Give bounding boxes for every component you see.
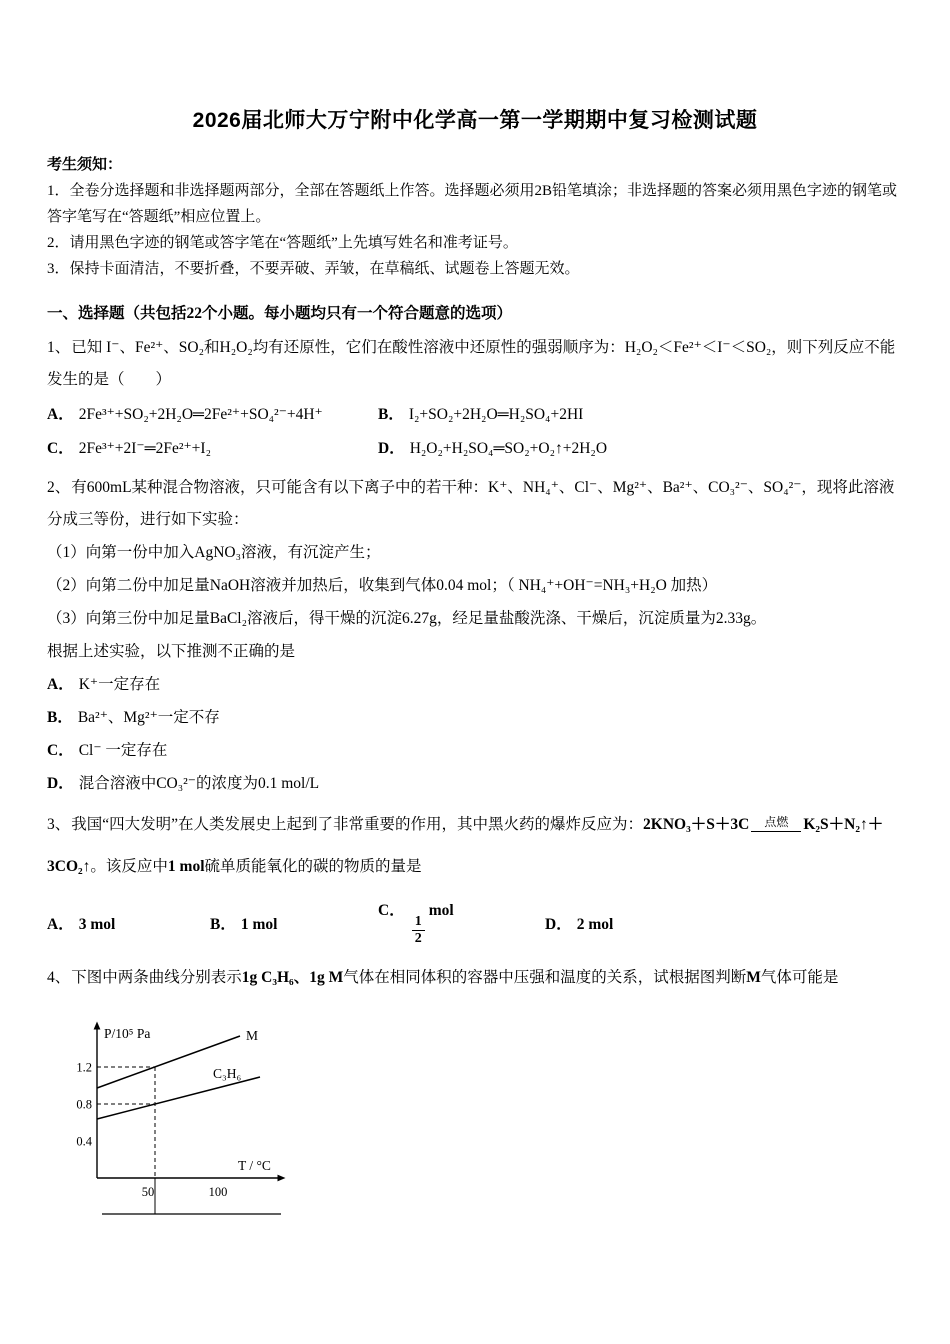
option-label: A． <box>47 406 74 423</box>
option-label: A． <box>47 915 74 933</box>
question-3-option-d <box>545 912 613 934</box>
fraction-numerator: 1 <box>414 914 422 929</box>
option-text: K⁺一定存在 <box>78 676 161 693</box>
question-1-option-d <box>378 432 903 466</box>
equation-left: 2KNO₃＋S＋3C <box>643 816 750 833</box>
question-3-text-pre: 我国“四大发明”在人类发展史上起到了非常重要的作用，其中黑火药的爆炸反应为： <box>71 816 644 833</box>
question-2 <box>47 472 903 800</box>
y-axis-arrow-icon <box>94 1022 101 1030</box>
question-1-option-a <box>47 398 378 432</box>
y-tick-1.2: 1.2 <box>76 1060 92 1075</box>
x-tick-50: 50 <box>141 1185 155 1200</box>
question-3-text-post: 硫单质能氧化的碳的物质的量是 <box>204 858 422 875</box>
fraction-unit: mol <box>428 902 454 919</box>
option-text: 2Fe³⁺+SO₂+2H₂O═2Fe²⁺+SO₄²⁻+4H⁺ <box>78 406 323 423</box>
option-label: B． <box>47 709 73 726</box>
option-text: Cl⁻ 一定存在 <box>78 742 168 759</box>
question-2-option-d <box>47 767 903 800</box>
question-3-option-a <box>47 912 210 934</box>
question-3-option-b <box>210 912 378 934</box>
pt-graph-svg <box>55 1020 355 1228</box>
question-1-options <box>47 398 903 466</box>
option-label: D． <box>545 915 572 933</box>
fraction-denominator: 2 <box>412 930 425 947</box>
page-title: 2026届北师大万宁附中化学高一第一学期期中复习检测试题 <box>192 109 758 132</box>
option-text: 混合溶液中CO₃²⁻的浓度为0.1 mol/L <box>78 775 320 792</box>
option-text: Ba²⁺、Mg²⁺一定不存 <box>77 709 220 726</box>
question-2-experiment-1: （1）向第一份中加入AgNO₃溶液，有沉淀产生； <box>47 544 381 561</box>
section-heading: 一、选择题（共包括22个小题。每小题均只有一个符合题意的选项） <box>47 305 513 322</box>
question-3-text-mid: 。该反应中 <box>90 858 168 875</box>
notice-item-2: 2．请用黑色字迹的钢笔或答字笔在“答题纸”上先填写姓名和准考证号。 <box>47 235 518 251</box>
option-text: 3 mol <box>78 915 116 933</box>
question-3-stem <box>47 804 903 888</box>
question-1-text: 已知 I⁻、Fe²⁺、SO₂和H₂O₂均有还原性，它们在酸性溶液中还原性的强弱顺序为：H₂O₂＜Fe²⁺＜I⁻＜SO₂，则下列反应不能发生的是（ ） <box>47 339 896 388</box>
curve-C3H6 <box>97 1077 260 1119</box>
notice-item-3: 3．保持卡面清洁，不要折叠，不要弄破、弄皱，在草稿纸、试题卷上答题无效。 <box>47 261 580 277</box>
question-1-number: 1、 <box>47 339 71 356</box>
option-label: A． <box>47 676 74 693</box>
option-text: 2 mol <box>576 915 614 933</box>
question-4-text: 下图中两条曲线分别表示1g C₃H₆、1g M气体在相同体积的容器中压强和温度的关系，试根据图判断M气体可能是 <box>71 969 839 987</box>
option-label: C． <box>47 742 74 759</box>
option-text: I₂+SO₂+2H₂O═H₂SO₄+2HI <box>408 406 584 423</box>
question-1-option-c <box>47 432 378 466</box>
y-tick-0.8: 0.8 <box>76 1097 92 1112</box>
x-axis-label: T / °C <box>238 1158 271 1174</box>
question-3 <box>47 804 903 947</box>
y-tick-0.4: 0.4 <box>76 1134 92 1149</box>
x-tick-100: 100 <box>208 1185 228 1200</box>
option-text: 2Fe³⁺+2I⁻═2Fe²⁺+I₂ <box>78 440 211 457</box>
question-2-options <box>47 668 903 800</box>
option-label: D． <box>378 440 405 457</box>
question-2-option-a <box>47 668 903 701</box>
option-text: 1 mol <box>240 915 278 933</box>
question-3-option-c <box>378 898 545 947</box>
question-3-number: 3、 <box>47 816 71 833</box>
question-1-stem <box>47 332 903 396</box>
pressure-temperature-graph <box>55 1020 903 1233</box>
question-3-options <box>47 898 903 947</box>
question-1-option-b <box>378 398 903 432</box>
ignite-label: 点燃 <box>751 815 801 832</box>
equation-right: K₂S＋N₂↑＋3CO₂↑ <box>47 816 884 875</box>
question-1 <box>47 332 903 466</box>
question-2-stem <box>47 472 903 536</box>
notice-item-1: 1．全卷分选择题和非选择题两部分，全部在答题纸上作答。选择题必须用2B铅笔填涂；非选择题的答案必须用黑色字迹的钢笔或答字笔写在“答题纸”相应位置上。 <box>47 183 898 225</box>
option-text: H₂O₂+H₂SO₄═SO₂+O₂↑+2H₂O <box>409 440 608 457</box>
option-label: C． <box>378 902 405 919</box>
option-label: B． <box>378 406 404 423</box>
ignite-condition <box>751 815 801 832</box>
question-4-stem <box>47 961 903 994</box>
option-label: C． <box>47 440 74 457</box>
x-axis-arrow-icon <box>278 1175 286 1182</box>
option-label: D． <box>47 775 74 792</box>
notice-section <box>47 152 903 282</box>
question-2-option-b <box>47 701 903 734</box>
question-2-experiment-3: （3）向第三份中加足量BaCl₂溶液后，得干燥的沉淀6.27g，经足量盐酸洗涤、干燥后，沉淀质量为2.33g。 <box>47 610 767 627</box>
curve-C3H6-label: C₃H₆ <box>213 1066 242 1082</box>
question-2-conclusion: 根据上述实验，以下推测不正确的是 <box>47 643 296 660</box>
y-axis-label: P/10⁵ Pa <box>104 1026 151 1042</box>
question-2-experiment-2: （2）向第二份中加足量NaOH溶液并加热后，收集到气体0.04 mol；（ NH₄⁺+OH⁻=NH₃+H₂O 加热） <box>47 577 718 594</box>
question-2-number: 2、 <box>47 479 71 496</box>
notice-heading: 考生须知： <box>47 157 123 173</box>
question-2-option-c <box>47 734 903 767</box>
question-4-number: 4、 <box>47 969 71 987</box>
question-4 <box>47 961 903 1233</box>
option-label: B． <box>210 915 236 933</box>
mol-amount: 1 mol <box>167 858 205 875</box>
fraction-one-half <box>412 914 425 947</box>
curve-M-label: M <box>246 1028 259 1044</box>
question-2-text: 有600mL某种混合物溶液，只可能含有以下离子中的若干种：K⁺、NH₄⁺、Cl⁻、Mg²⁺、Ba²⁺、CO₃²⁻、SO₄²⁻，现将此溶液分成三等份，进行如下实验： <box>47 479 895 528</box>
